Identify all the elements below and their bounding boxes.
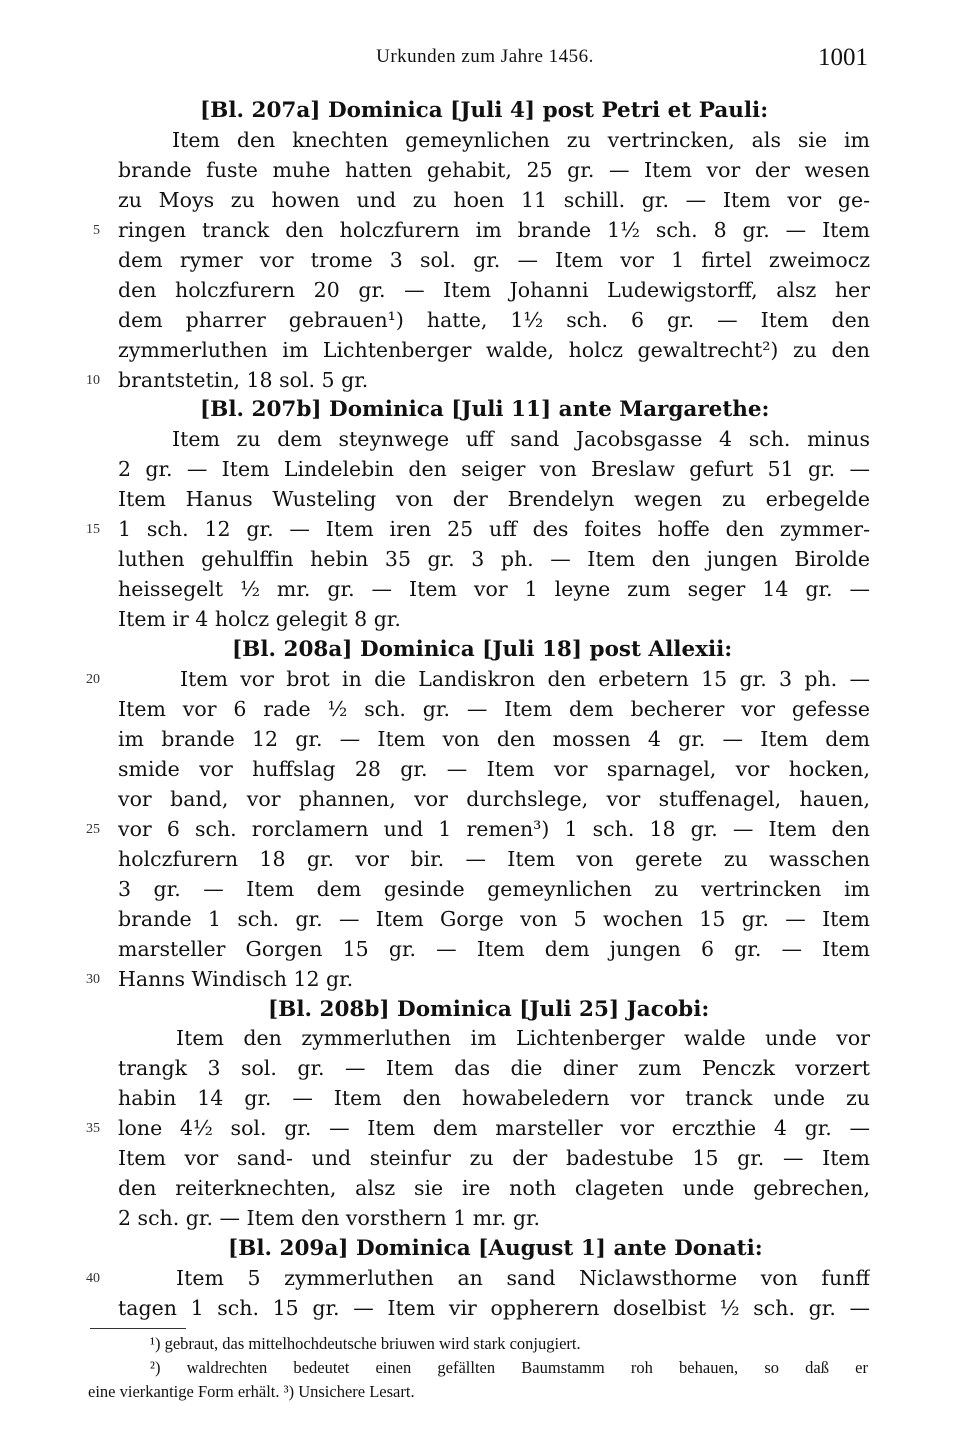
text-line: 3 gr. — Item dem gesinde gemeynlichen zu vertrincken im — [118, 877, 870, 901]
footnote-rule — [90, 1328, 186, 1329]
footnote: ¹) gebraut, das mittelhochdeutsche briuwen wird stark conjugiert. — [150, 1334, 581, 1353]
text-line: Item den knechten gemeynlichen zu vertrincken, als sie im — [172, 128, 870, 152]
text-line: brande 1 sch. gr. — Item Gorge von 5 wochen 15 gr. — Item — [118, 907, 870, 931]
text-line: vor 6 sch. rorclamern und 1 remen³) 1 sch. 18 gr. — Item den — [118, 817, 870, 841]
text-line: habin 14 gr. — Item den howabeledern vor tranck unde zu — [118, 1086, 870, 1110]
line-number: 5 — [93, 223, 100, 238]
line-number: 25 — [86, 822, 100, 837]
text-line: marsteller Gorgen 15 gr. — Item dem jungen 6 gr. — Item — [118, 937, 870, 961]
page-number: 1001 — [818, 44, 868, 71]
running-title: Urkunden zum Jahre 1456. — [376, 46, 594, 67]
text-line: den reiterknechten, alsz sie ire noth clageten unde gebrechen, — [118, 1176, 870, 1200]
text-line: zymmerluthen im Lichtenberger walde, holcz gewaltrecht²) zu den — [118, 338, 870, 362]
line-number: 10 — [86, 373, 100, 388]
text-line: holczfurern 18 gr. vor bir. — Item von gerete zu wasschen — [118, 847, 870, 871]
text-line: dem rymer vor trome 3 sol. gr. — Item vor 1 firtel zweimocz — [118, 248, 870, 272]
text-line: Item vor 6 rade ½ sch. gr. — Item dem becherer vor gefesse — [118, 697, 870, 721]
text-line: Hanns Windisch 12 gr. — [118, 967, 354, 991]
text-line: tagen 1 sch. 15 gr. — Item vir oppherern doselbist ½ sch. gr. — — [118, 1296, 870, 1320]
line-number: 40 — [86, 1271, 100, 1286]
section-heading: [Bl. 208a] Dominica [Juli 18] post Allexii: — [232, 637, 733, 662]
line-number: 15 — [86, 522, 100, 537]
text-line: lone 4½ sol. gr. — Item dem marsteller vor erczthie 4 gr. — — [118, 1116, 870, 1140]
footnote: ²) waldrechten bedeutet einen gefällten Baumstamm roh behauen, so daß er — [150, 1358, 868, 1377]
text-line: brande fuste muhe hatten gehabit, 25 gr. — Item vor der wesen — [118, 158, 870, 182]
footnote: eine vierkantige Form erhält. ³) Unsichere Lesart. — [88, 1382, 415, 1401]
text-line: Item Hanus Wusteling von der Brendelyn wegen zu erbegelde — [118, 487, 870, 511]
text-line: 1 sch. 12 gr. — Item iren 25 uff des foites hoffe den zymmer- — [118, 517, 870, 541]
text-line: trangk 3 sol. gr. — Item das die diner zum Penczk vorzert — [118, 1056, 870, 1080]
line-number: 35 — [86, 1121, 100, 1136]
text-line: den holczfurern 20 gr. — Item Johanni Ludewigstorff, alsz her — [118, 278, 870, 302]
text-line: dem pharrer gebrauen¹) hatte, 1½ sch. 6 gr. — Item den — [118, 308, 870, 332]
text-line: luthen gehulffin hebin 35 gr. 3 ph. — Item den jungen Birolde — [118, 547, 870, 571]
text-line: ringen tranck den holczfurern im brande 1½ sch. 8 gr. — Item — [118, 218, 870, 242]
text-line: Item ir 4 holcz gelegit 8 gr. — [118, 607, 401, 631]
text-line: Item vor sand- und steinfur zu der badestube 15 gr. — Item — [118, 1146, 870, 1170]
section-heading: [Bl. 208b] Dominica [Juli 25] Jacobi: — [268, 997, 710, 1022]
section-heading: [Bl. 207a] Dominica [Juli 4] post Petri et Pauli: — [200, 98, 769, 123]
section-heading: [Bl. 209a] Dominica [August 1] ante Donati: — [228, 1236, 763, 1261]
text-line: Item zu dem steynwege uff sand Jacobsgasse 4 sch. minus — [172, 427, 870, 451]
text-line: 2 sch. gr. — Item den vorsthern 1 mr. gr. — [118, 1206, 541, 1230]
line-number: 30 — [86, 972, 100, 987]
text-line: 2 gr. — Item Lindelebin den seiger von Breslaw gefurt 51 gr. — — [118, 457, 870, 481]
text-line: Item vor brot in die Landiskron den erbetern 15 gr. 3 ph. — — [180, 667, 870, 691]
text-line: zu Moys zu howen und zu hoen 11 schill. gr. — Item vor ge- — [118, 188, 870, 212]
text-line: vor band, vor phannen, vor durchslege, vor stuffenagel, hauen, — [118, 787, 870, 811]
text-line: Item den zymmerluthen im Lichtenberger walde unde vor — [176, 1026, 870, 1050]
text-line: im brande 12 gr. — Item von den mossen 4 gr. — Item dem — [118, 727, 870, 751]
section-heading: [Bl. 207b] Dominica [Juli 11] ante Margarethe: — [200, 397, 770, 422]
text-line: heissegelt ½ mr. gr. — Item vor 1 leyne zum seger 14 gr. — — [118, 577, 870, 601]
text-line: brantstetin, 18 sol. 5 gr. — [118, 368, 369, 392]
text-line: Item 5 zymmerluthen an sand Niclawsthorme von funff — [176, 1266, 870, 1290]
text-line: smide vor huffslag 28 gr. — Item vor sparnagel, vor hocken, — [118, 757, 870, 781]
line-number: 20 — [86, 672, 100, 687]
